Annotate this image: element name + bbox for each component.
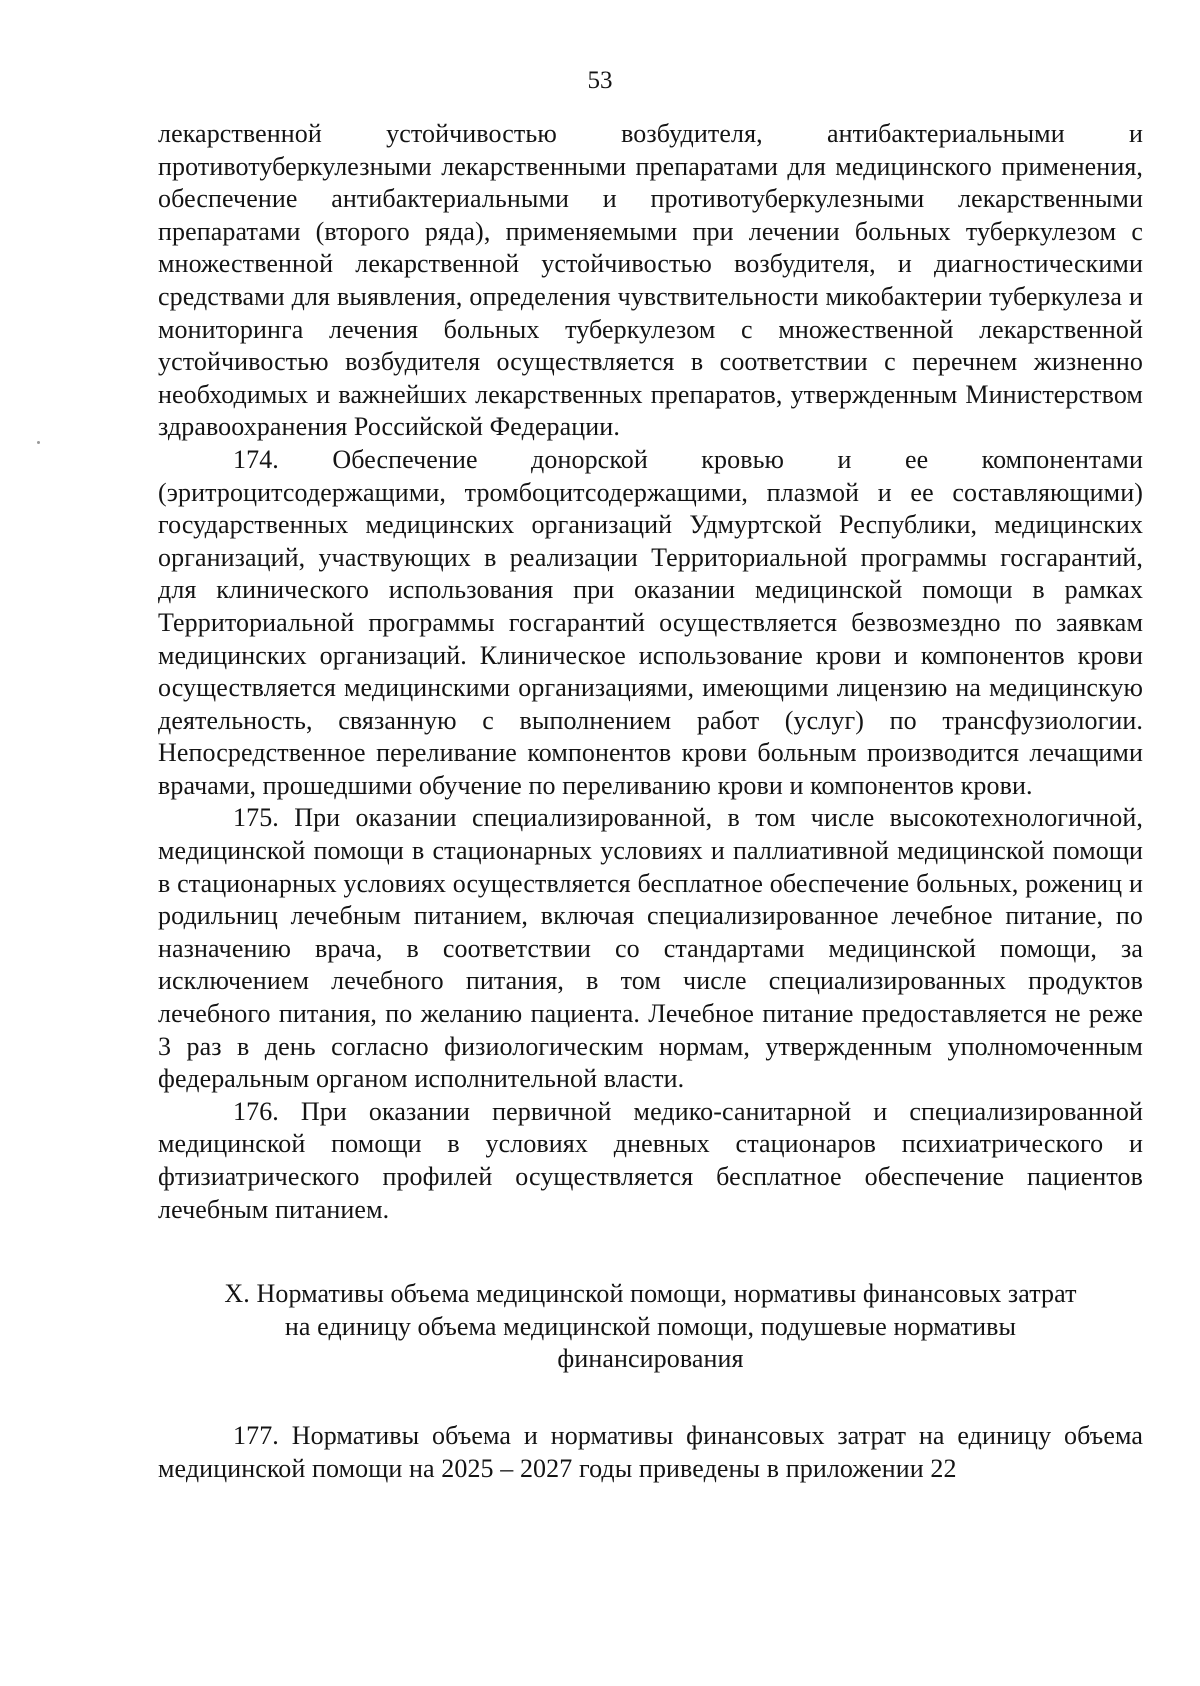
paragraph-175: 175. При оказании специализированной, в том числе высокотехнологичной, медицинской помощи в стационарных условиях и паллиативной медицинской помощи в стационарных условиях осуществляется бесплатное обеспечение больных, рожениц и родильниц лечебным питанием, включая специализированное лечебное питание, по назначению врача, в соответствии со стандартами медицинской помощи, за исключением лечебного питания, в том числе специализированных продуктов лечебного питания, по желанию пациента. Лечебное питание предоставляется не реже 3 раз в день согласно физиологическим нормам, утвержденным уполномоченным федеральным органом исполнительной власти. [158,803,1143,1094]
paragraph-174: 174. Обеспечение донорской кровью и ее компонентами (эритроцитсодержащими, тромбоцитсодержащими, плазмой и ее составляющими) государственных медицинских организаций Удмуртской Республики, медицинских организаций, участвующих в реализации Территориальной программы госгарантий, для клинического использования при оказании медицинской помощи в рамках Территориальной программы госгарантий осуществляется безвозмездно по заявкам медицинских организаций. Клиническое использование крови и компонентов крови осуществляется медицинскими организациями, имеющими лицензию на медицинскую деятельность, связанную с выполнением работ (услуг) по трансфузиологии. Непосредственное переливание компонентов крови больным производится лечащими врачами, прошедшими обучение по переливанию крови и компонентов крови. [158,444,1143,800]
paragraph-176: 176. При оказании первичной медико-санитарной и специализированной медицинской помощи в условиях дневных стационаров психиатрического и фтизиатрического профилей осуществляется бесплатное обеспечение пациентов лечебным питанием. [158,1096,1143,1224]
section-heading-line-3: финансирования [557,1344,744,1374]
section-heading [158,1278,1143,1376]
paragraph-177: 177. Нормативы объема и нормативы финансовых затрат на единицу объема медицинской помощи на 2025 – 2027 годы приведены в приложении 22 [158,1420,1143,1483]
section-heading-line-2: на единицу объема медицинской помощи, подушевые нормативы [284,1311,1017,1341]
page-number: 53 [587,67,613,94]
page-body [158,118,1143,1485]
spacer [158,1376,1143,1420]
paragraph-continuation: лекарственной устойчивостью возбудителя, антибактериальными и противотуберкулезными лекарственными препаратами для медицинского применения, обеспечение антибактериальными и противотуберкулезными лекарственными препаратами (второго ряда), применяемыми при лечении больных туберкулезом с множественной лекарственной устойчивостью возбудителя, и диагностическими средствами для выявления, определения чувствительности микобактерии туберкулеза и мониторинга лечения больных туберкулезом с множественной лекарственной устойчивостью возбудителя осуществляется в соответствии с перечнем жизненно необходимых и важнейших лекарственных препаратов, утвержденным Министерством здравоохранения Российской Федерации. [158,119,1143,442]
spacer [158,1226,1143,1278]
scan-speck [37,441,40,444]
section-heading-line-1: X. Нормативы объема медицинской помощи, нормативы финансовых затрат [224,1279,1077,1309]
